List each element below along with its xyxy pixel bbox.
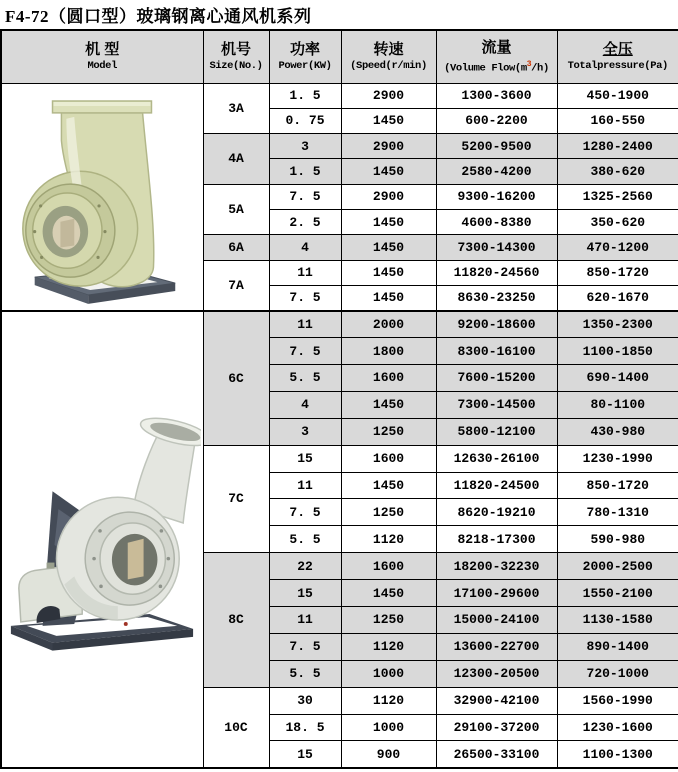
volume-flow-value: 17100-29600 (436, 580, 557, 607)
col-header-volume-flow-zh: 流量 (481, 39, 512, 56)
speed-rpm-value: 1600 (341, 553, 436, 580)
flow-unit-text: /h) (531, 62, 549, 75)
speed-rpm-value: 1450 (341, 235, 436, 260)
speed-rpm-value: 2900 (341, 83, 436, 108)
volume-flow-value: 11820-24560 (436, 260, 557, 285)
flow-unit-superscript: 3 (526, 60, 532, 69)
col-header-size-no (203, 30, 269, 83)
power-kw-value: 7. 5 (269, 285, 341, 310)
volume-flow-value: 32900-42100 (436, 687, 557, 714)
volume-flow-value: 5800-12100 (436, 418, 557, 445)
total-pressure-value: 450-1900 (557, 83, 678, 108)
total-pressure-value: 380-620 (557, 159, 678, 184)
power-kw-value: 7. 5 (269, 184, 341, 209)
power-kw-value: 11 (269, 311, 341, 338)
speed-rpm-value: 1250 (341, 418, 436, 445)
size-no-10C: 10C (203, 687, 269, 768)
size-no-4A: 4A (203, 134, 269, 185)
total-pressure-value: 1325-2560 (557, 184, 678, 209)
size-no-6C: 6C (203, 311, 269, 445)
total-pressure-value: 780-1310 (557, 499, 678, 526)
spec-row-3A-0 (1, 83, 678, 108)
power-kw-value: 7. 5 (269, 338, 341, 365)
speed-rpm-value: 2900 (341, 184, 436, 209)
volume-flow-value: 29100-37200 (436, 714, 557, 741)
power-kw-value: 5. 5 (269, 526, 341, 553)
col-header-total-pressure-en: Totalpressure(Pa) (567, 60, 668, 73)
fan-photo-direct-drive (2, 87, 203, 307)
total-pressure-value: 1550-2100 (557, 580, 678, 607)
power-kw-value: 15 (269, 741, 341, 768)
volume-flow-value: 8630-23250 (436, 285, 557, 310)
col-header-volume-flow-en (437, 58, 557, 76)
col-header-model-zh: 机 型 (85, 41, 120, 59)
volume-flow-value: 2580-4200 (436, 159, 557, 184)
speed-rpm-value: 1450 (341, 285, 436, 310)
fan-spec-table (0, 29, 678, 769)
col-header-speed-en: (Speed(r/min) (350, 60, 427, 73)
power-kw-value: 3 (269, 418, 341, 445)
col-header-power-zh: 功率 (289, 41, 320, 59)
col-header-model-en: Model (87, 60, 117, 73)
speed-rpm-value: 900 (341, 741, 436, 768)
volume-flow-value: 12630-26100 (436, 445, 557, 472)
page-title: F4-72（圆口型）玻璃钢离心通风机系列 (5, 7, 312, 26)
size-no-8C: 8C (203, 553, 269, 687)
power-kw-value: 0. 75 (269, 108, 341, 133)
total-pressure-value: 1100-1850 (557, 338, 678, 365)
speed-rpm-value: 1450 (341, 159, 436, 184)
volume-flow-value: 15000-24100 (436, 606, 557, 633)
total-pressure-value: 1280-2400 (557, 134, 678, 159)
total-pressure-value: 80-1100 (557, 391, 678, 418)
speed-rpm-value: 1250 (341, 606, 436, 633)
total-pressure-value: 470-1200 (557, 235, 678, 260)
total-pressure-value: 1560-1990 (557, 687, 678, 714)
power-kw-value: 11 (269, 260, 341, 285)
power-kw-value: 15 (269, 445, 341, 472)
size-no-6A: 6A (203, 235, 269, 260)
power-kw-value: 11 (269, 606, 341, 633)
volume-flow-value: 9200-18600 (436, 311, 557, 338)
col-header-speed-zh: 转速 (373, 41, 404, 59)
power-kw-value: 5. 5 (269, 364, 341, 391)
size-no-7A: 7A (203, 260, 269, 311)
speed-rpm-value: 1450 (341, 472, 436, 499)
total-pressure-value: 850-1720 (557, 472, 678, 499)
power-kw-value: 4 (269, 235, 341, 260)
power-kw-value: 22 (269, 553, 341, 580)
volume-flow-value: 13600-22700 (436, 633, 557, 660)
table-header-row (1, 30, 678, 83)
speed-rpm-value: 1800 (341, 338, 436, 365)
spec-row-6C-0 (1, 311, 678, 338)
size-no-3A: 3A (203, 83, 269, 134)
speed-rpm-value: 1600 (341, 445, 436, 472)
size-no-5A: 5A (203, 184, 269, 235)
volume-flow-value: 7300-14300 (436, 235, 557, 260)
total-pressure-value: 160-550 (557, 108, 678, 133)
power-kw-value: 5. 5 (269, 660, 341, 687)
total-pressure-value: 690-1400 (557, 364, 678, 391)
total-pressure-value: 1100-1300 (557, 741, 678, 768)
flow-unit-text: (Volume Flow(m (444, 62, 527, 75)
speed-rpm-value: 1000 (341, 660, 436, 687)
total-pressure-value: 1130-1580 (557, 606, 678, 633)
volume-flow-value: 1300-3600 (436, 83, 557, 108)
power-kw-value: 7. 5 (269, 499, 341, 526)
total-pressure-value: 1230-1600 (557, 714, 678, 741)
total-pressure-value: 350-620 (557, 209, 678, 234)
power-kw-value: 18. 5 (269, 714, 341, 741)
speed-rpm-value: 1120 (341, 526, 436, 553)
col-header-size-no-en: Size(No.) (209, 60, 263, 73)
volume-flow-value: 600-2200 (436, 108, 557, 133)
col-header-total-pressure (557, 30, 678, 83)
volume-flow-value: 8218-17300 (436, 526, 557, 553)
col-header-speed (341, 30, 436, 83)
power-kw-value: 11 (269, 472, 341, 499)
speed-rpm-value: 1450 (341, 209, 436, 234)
total-pressure-value: 2000-2500 (557, 553, 678, 580)
size-no-7C: 7C (203, 445, 269, 553)
col-header-total-pressure-zh: 全压 (602, 41, 633, 59)
fan-direct-drive-illustration (5, 87, 199, 307)
power-kw-value: 15 (269, 580, 341, 607)
speed-rpm-value: 1450 (341, 108, 436, 133)
volume-flow-value: 12300-20500 (436, 660, 557, 687)
total-pressure-value: 1230-1990 (557, 445, 678, 472)
power-kw-value: 4 (269, 391, 341, 418)
power-kw-value: 7. 5 (269, 633, 341, 660)
speed-rpm-value: 1600 (341, 364, 436, 391)
power-kw-value: 30 (269, 687, 341, 714)
speed-rpm-value: 1120 (341, 633, 436, 660)
volume-flow-value: 8300-16100 (436, 338, 557, 365)
volume-flow-value: 9300-16200 (436, 184, 557, 209)
col-header-power-en: Power(KW) (278, 60, 332, 73)
col-header-volume-flow (436, 30, 557, 83)
fan-belt-drive-illustration (3, 376, 201, 664)
model-image-cell-belt-drive (1, 311, 203, 768)
volume-flow-value: 11820-24500 (436, 472, 557, 499)
volume-flow-value: 7300-14500 (436, 391, 557, 418)
total-pressure-value: 590-980 (557, 526, 678, 553)
total-pressure-value: 890-1400 (557, 633, 678, 660)
volume-flow-value: 4600-8380 (436, 209, 557, 234)
speed-rpm-value: 1450 (341, 260, 436, 285)
power-kw-value: 3 (269, 134, 341, 159)
model-image-cell-direct-drive (1, 83, 203, 311)
speed-rpm-value: 1250 (341, 499, 436, 526)
title-bar (0, 0, 678, 29)
total-pressure-value: 850-1720 (557, 260, 678, 285)
power-kw-value: 2. 5 (269, 209, 341, 234)
speed-rpm-value: 1120 (341, 687, 436, 714)
speed-rpm-value: 2000 (341, 311, 436, 338)
total-pressure-value: 430-980 (557, 418, 678, 445)
speed-rpm-value: 1450 (341, 580, 436, 607)
power-kw-value: 1. 5 (269, 159, 341, 184)
speed-rpm-value: 1000 (341, 714, 436, 741)
col-header-size-no-zh: 机号 (220, 41, 251, 59)
col-header-power (269, 30, 341, 83)
fan-photo-belt-drive (2, 414, 203, 664)
total-pressure-value: 720-1000 (557, 660, 678, 687)
speed-rpm-value: 2900 (341, 134, 436, 159)
total-pressure-value: 620-1670 (557, 285, 678, 310)
volume-flow-value: 26500-33100 (436, 741, 557, 768)
volume-flow-value: 8620-19210 (436, 499, 557, 526)
col-header-model (1, 30, 203, 83)
speed-rpm-value: 1450 (341, 391, 436, 418)
volume-flow-value: 18200-32230 (436, 553, 557, 580)
volume-flow-value: 7600-15200 (436, 364, 557, 391)
total-pressure-value: 1350-2300 (557, 311, 678, 338)
volume-flow-value: 5200-9500 (436, 134, 557, 159)
power-kw-value: 1. 5 (269, 83, 341, 108)
